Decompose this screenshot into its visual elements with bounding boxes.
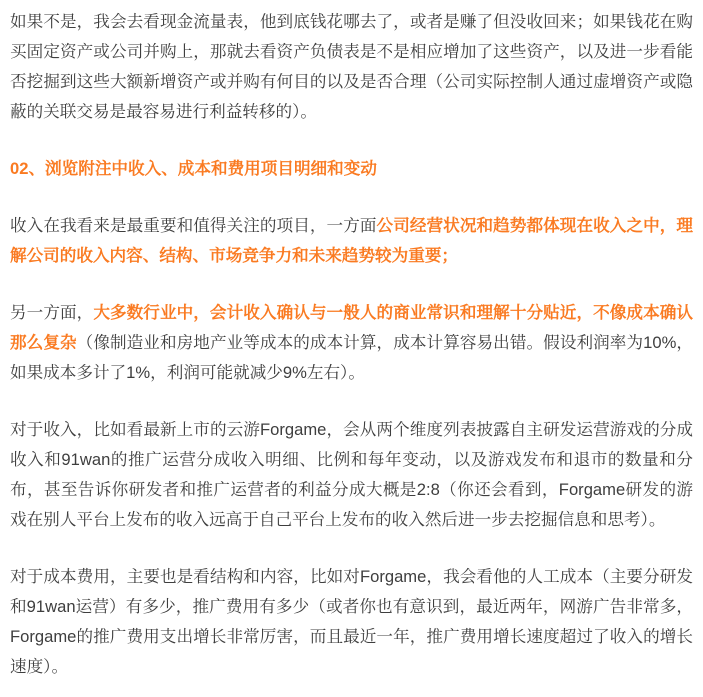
paragraph-revenue-importance-highlight: 公司经营状况和趋势都体现在收入之中，理解公司的收入内容、结构、市场竞争力和未来趋势较为重要； bbox=[10, 216, 694, 265]
paragraph-revenue-importance bbox=[10, 211, 693, 271]
paragraph-revenue-importance-plain: 收入在我看来是最重要和值得关注的项目，一方面 bbox=[10, 216, 377, 235]
paragraph-forgame-cost-example: 对于成本费用，主要也是看结构和内容，比如对Forgame，我会看他的人工成本（主要分研发和91wan运营）有多少，推广费用有多少（或者你也有意识到，最近两年，网游广告非常多，Forgame的推广费用支出增长非常厉害，而且最近一年，推广费用增长速度超过了收入的增长速度）。 bbox=[10, 567, 693, 676]
paragraph-cash-flow-check: 如果不是，我会去看现金流量表，他到底钱花哪去了，或者是赚了但没收回来；如果钱花在购买固定资产或公司并购上，那就去看资产负债表是不是相应增加了这些资产，以及进一步看能否挖掘到这些大额新增资产或并购有何目的以及是否合理（公司实际控制人通过虚增资产或隐蔽的关联交易是最容易进行利益转移的）。 bbox=[10, 12, 693, 121]
paragraph-revenue-recognition-plain-lead: 另一方面， bbox=[10, 303, 94, 322]
paragraph-revenue-recognition-plain-tail: （像制造业和房地产业等成本的成本计算，成本计算容易出错。假设利润率为10%，如果成本多计了1%，利润可能就减少9%左右）。 bbox=[10, 333, 694, 382]
paragraph-forgame-revenue-example: 对于收入，比如看最新上市的云游Forgame，会从两个维度列表披露自主研发运营游戏的分成收入和91wan的推广运营分成收入明细、比例和每年变动，以及游戏发布和退市的数量和分布，甚至告诉你研发者和推广运营者的利益分成大概是2:8（你还会看到，Forgame研发的游戏在别人平台上发布的收入远高于自己平台上发布的收入然后进一步去挖掘信息和思考）。 bbox=[10, 420, 693, 529]
paragraph-revenue-recognition bbox=[10, 298, 693, 388]
paragraph-revenue-recognition-highlight: 大多数行业中，会计收入确认与一般人的商业常识和理解十分贴近，不像成本确认那么复杂 bbox=[10, 303, 694, 352]
section-heading-02: 02、浏览附注中收入、成本和费用项目明细和变动 bbox=[10, 159, 377, 178]
